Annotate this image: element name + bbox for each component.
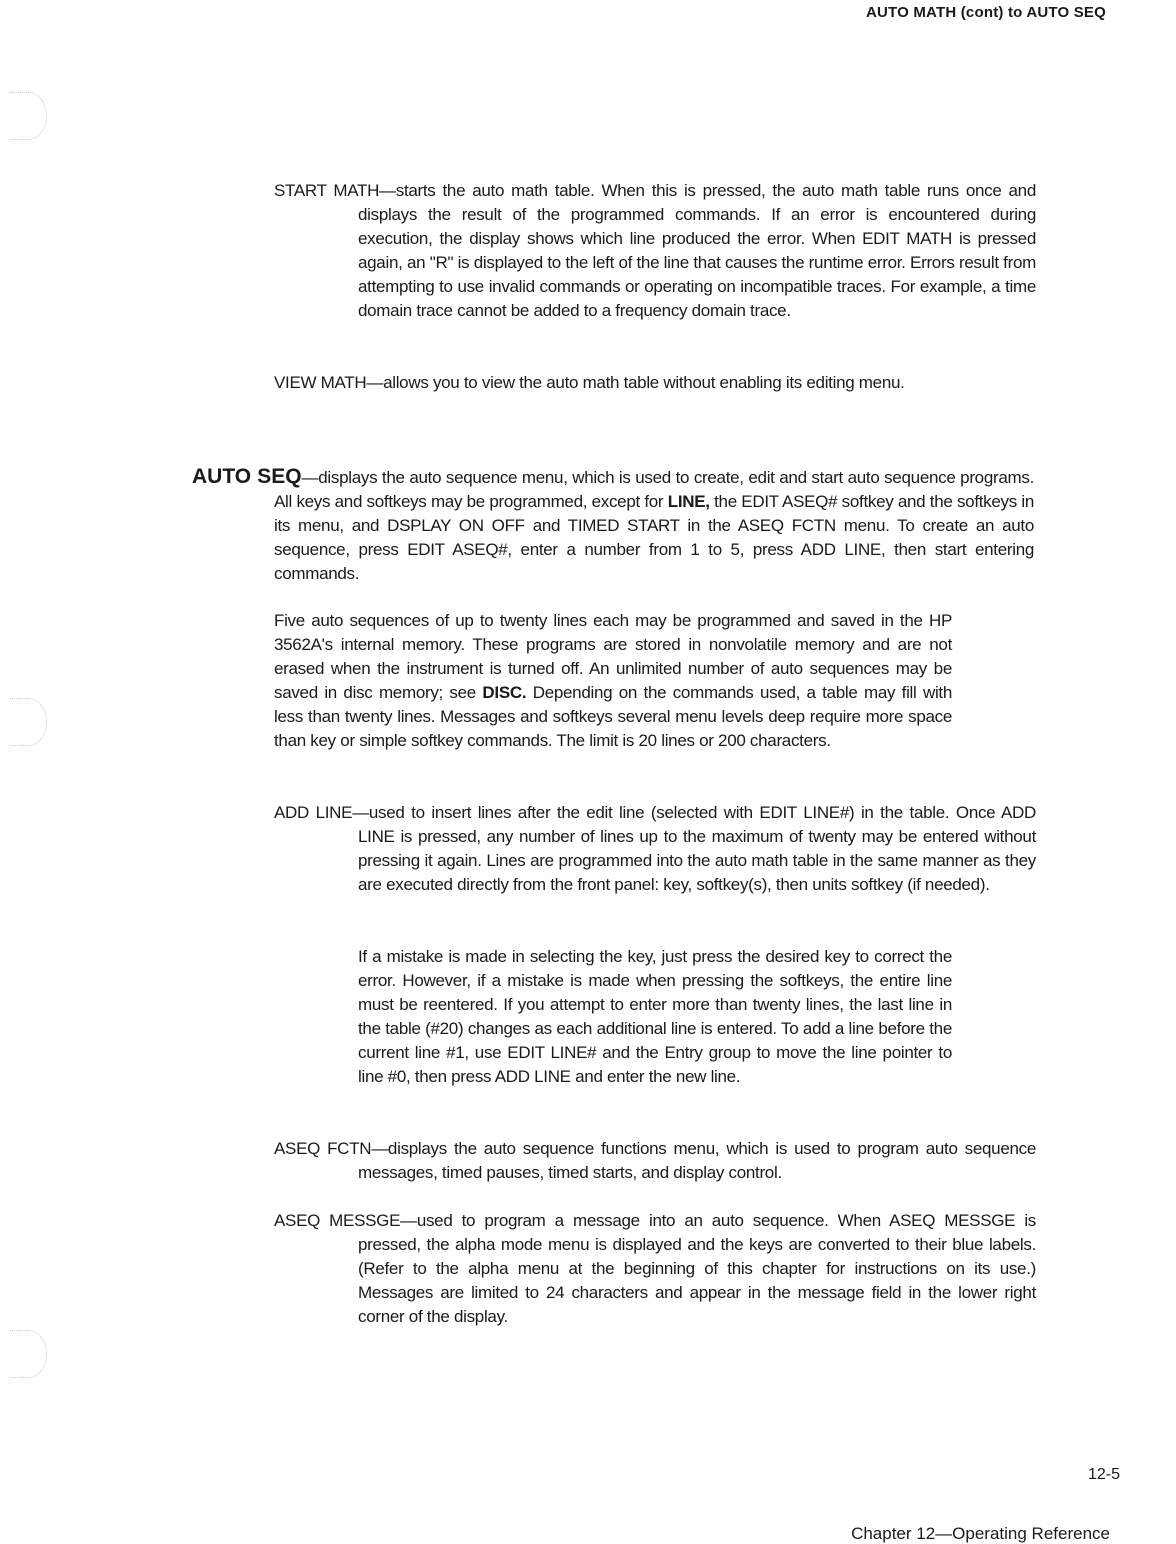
running-header: AUTO MATH (cont) to AUTO SEQ [865,4,1106,21]
punch-hole [10,92,47,140]
entry-term: ASEQ FCTN [274,1139,372,1158]
entry-aseq-fctn [274,1137,1036,1185]
entry-text: —used to insert lines after the edit line (selected with EDIT LINE#) in the table. Once ADD LINE is pressed, any number of lines up to the maximum of twenty may be entered without pressing it again. Lines are programmed into the auto math table in the same manner as they are executed directly from the front panel: key, softkey(s), then units softkey (if needed). [352,803,1036,894]
entry-aseq-messge [274,1209,1036,1329]
section-text: —displays the auto sequence menu, which is used to create, edit and start auto sequence programs. All keys and softkeys may be programmed, except for [274,468,1034,511]
entry-text: —used to program a message into an auto sequence. When ASEQ MESSGE is pressed, the alpha mode menu is displayed and the keys are converted to their blue labels. (Refer to the alpha menu at the beginning of this chapter for instructions on its use.) Messages are limited to 24 characters and appear in the message field in the lower right corner of the display. [358,1211,1037,1326]
section-auto-seq [192,465,1034,586]
paragraph-text: Depending on the commands used, a table may fill with less than twenty lines. Messages and softkeys several menu levels deep require more space than key or simple softkey commands. The limit is 20 lines or 200 characters. [274,683,953,750]
entry-add-line [274,801,1036,897]
key-reference: DISC. [482,683,527,702]
punch-hole [10,698,47,746]
section-text: the EDIT ASEQ# softkey and the softkeys in its menu, and DSPLAY ON OFF and TIMED START in the ASEQ FCTN menu. To create an auto sequence, press EDIT ASEQ#, enter a number from 1 to 5, press ADD LINE, then start entering commands. [274,492,1034,583]
entry-text: —displays the auto sequence functions menu, which is used to program auto sequence messages, timed pauses, timed starts, and display control. [358,1139,1036,1182]
section-term: AUTO SEQ [192,465,302,488]
entry-text: —allows you to view the auto math table without enabling its editing menu. [366,373,905,392]
entry-term: ASEQ MESSGE [274,1211,401,1230]
paragraph-mistake: If a mistake is made in selecting the key, just press the desired key to correct the error. However, if a mistake is made when pressing the softkeys, the entire line must be reentered. If you attempt to enter more than twenty lines, the last line in the table (#20) changes as each additional line is entered. To add a line before the current line #1, use EDIT LINE# and the Entry group to move the line pointer to line #0, then press ADD LINE and enter the new line. [358,947,952,1086]
entry-start-math [274,179,1036,323]
page-number: 12-5 [1087,1466,1120,1483]
key-reference: LINE, [667,492,710,511]
paragraph-text: Five auto sequences of up to twenty lines each may be programmed and saved in the HP 3562A's internal memory. These programs are stored in nonvolatile memory and are not erased when the instrument is turned off. An unlimited number of auto sequences may be saved in disc memory; see [274,611,952,702]
page-footer: Chapter 12—Operating Reference [851,1524,1110,1543]
entry-view-math [274,371,1036,395]
entry-term: VIEW MATH [274,373,367,392]
paragraph-five-sequences [274,609,952,753]
entry-term: ADD LINE [274,803,353,822]
entry-text: —starts the auto math table. When this is pressed, the auto math table runs once and displays the result of the programmed commands. If an error is encountered during execution, the display shows which line produced the error. When EDIT MATH is pressed again, an "R" is displayed to the left of the line that causes the runtime error. Errors result from attempting to use invalid commands or operating on incompatible traces. For example, a time domain trace cannot be added to a frequency domain trace. [358,181,1036,320]
entry-term: START MATH [274,181,380,200]
punch-hole [10,1330,47,1378]
